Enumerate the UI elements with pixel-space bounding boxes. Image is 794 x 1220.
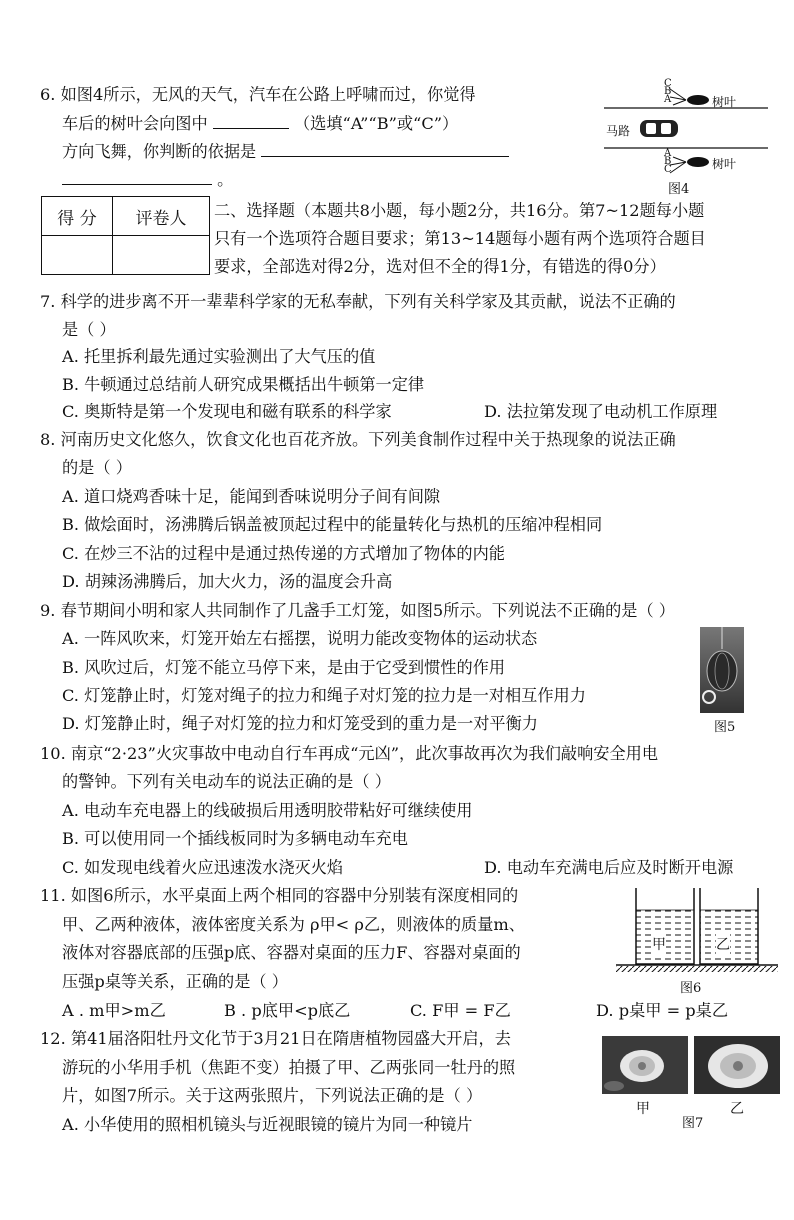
q8-option-d[interactable]: D. 胡辣汤沸腾后，加大火力，汤的温度会升高 — [62, 572, 393, 591]
label-top-b: B — [664, 86, 672, 97]
fig7-label-yi: 乙 — [730, 1101, 744, 1117]
grader-cell[interactable] — [113, 236, 210, 275]
q6-line2 — [62, 112, 458, 135]
q10-option-a[interactable]: A. 电动车充电器上的线破损后用透明胶带粘好可继续使用 — [62, 801, 473, 820]
fig6-label-yi: 乙 — [716, 934, 730, 954]
q11-stem-4: 压强p桌等关系，正确的是（ ） — [62, 972, 288, 991]
figure-6-containers — [614, 884, 780, 974]
fig7-caption: 图7 — [682, 1116, 704, 1131]
car-icon — [640, 120, 678, 137]
score-cell[interactable] — [42, 236, 113, 275]
q7-option-d[interactable]: D. 法拉第发现了电动机工作原理 — [484, 402, 718, 421]
q6-answer-blank-3[interactable] — [62, 168, 212, 185]
q10-option-d[interactable]: D. 电动车充满电后应及时断开电源 — [484, 858, 734, 877]
q7-option-b[interactable]: B. 牛顿通过总结前人研究成果概括出牛顿第一定律 — [62, 375, 425, 394]
label-bottom-c: C — [664, 164, 672, 175]
section2-line1: 二、选择题（本题共8小题，每小题2分，共16分。第7~12题每小题 — [214, 201, 705, 220]
q6-line4-end: 。 — [217, 170, 234, 189]
q6-line3 — [62, 140, 509, 163]
fig4-road-label: 马路 — [606, 124, 631, 138]
q6-line2-text-a: 车后的树叶会向图中 — [62, 114, 208, 133]
top-direction-arrows — [670, 89, 686, 105]
section2-line2: 只有一个选项符合题目要求；第13~14题每小题有两个选项符合题目 — [214, 229, 706, 248]
q11-option-b[interactable]: B . p底甲<p底乙 — [224, 1001, 351, 1020]
q8-option-a[interactable]: A. 道口烧鸡香味十足，能闻到香味说明分子间有间隙 — [62, 487, 441, 506]
fig7-label-jia: 甲 — [636, 1101, 650, 1117]
q6-line4 — [62, 168, 233, 191]
q8-stem-1: 8. 河南历史文化悠久，饮食文化也百花齐放。下列美食制作过程中关于热现象的说法正确 — [40, 430, 676, 449]
q10-option-c[interactable]: C. 如发现电线着火应迅速泼水浇灭火焰 — [62, 858, 344, 877]
q11-option-d[interactable]: D. p桌甲 = p桌乙 — [596, 1001, 729, 1020]
label-bottom-b: B — [664, 156, 672, 167]
fig4-bottom-labels — [664, 150, 672, 174]
label-top-a: A — [664, 94, 672, 105]
fig6-label-jia: 甲 — [652, 934, 666, 954]
q6-answer-blank-2[interactable] — [261, 140, 509, 157]
q9-option-c[interactable]: C. 灯笼静止时，灯笼对绳子的拉力和绳子对灯笼的拉力是一对相互作用力 — [62, 686, 586, 705]
q11-stem-3: 液体对容器底部的压强p底、容器对桌面的压力F、容器对桌面的 — [62, 943, 521, 962]
q11-option-c[interactable]: C. F甲 = F乙 — [410, 1001, 511, 1020]
q8-stem-2: 的是（ ） — [62, 458, 132, 477]
fig6-caption: 图6 — [680, 981, 702, 996]
leaf-icon-top — [687, 95, 709, 105]
q6-answer-blank-1[interactable] — [213, 112, 289, 129]
q12-stem-3: 片，如图7所示。关于这两张照片，下列说法正确的是（ ） — [62, 1086, 483, 1105]
q9-stem-1: 9. 春节期间小明和家人共同制作了几盏手工灯笼，如图5所示。下列说法不正确的是（ ） — [40, 601, 675, 620]
q9-option-a[interactable]: A. 一阵风吹来，灯笼开始左右摇摆，说明力能改变物体的运动状态 — [62, 629, 538, 648]
q9-option-b[interactable]: B. 风吹过后，灯笼不能立马停下来，是由于它受到惯性的作用 — [62, 658, 506, 677]
label-bottom-a: A — [664, 148, 672, 159]
label-top-c: C — [664, 78, 672, 89]
q6-line1: 6. 如图4所示，无风的天气，汽车在公路上呼啸而过，你觉得 — [40, 85, 476, 104]
q12-stem-2: 游玩的小华用手机（焦距不变）拍摄了甲、乙两张同一牡丹的照 — [62, 1058, 516, 1077]
leaf-icon-bottom — [687, 157, 709, 167]
fig4-caption: 图4 — [668, 182, 690, 197]
score-table — [41, 196, 210, 275]
q7-stem-1: 7. 科学的进步离不开一辈辈科学家的无私奉献，下列有关科学家及其贡献，说法不正确的 — [40, 292, 676, 311]
lantern-icon — [707, 651, 737, 691]
q7-option-a[interactable]: A. 托里拆利最先通过实验测出了大气压的值 — [62, 347, 376, 366]
section2-line3: 要求，全部选对得2分，选对但不全的得1分，有错选的得0分） — [214, 257, 666, 276]
q8-option-c[interactable]: C. 在炒三不沾的过程中是通过热传递的方式增加了物体的内能 — [62, 544, 505, 563]
score-header: 得 分 — [42, 197, 113, 236]
fig4-leaf-label-bottom: 树叶 — [712, 157, 737, 171]
figure-7-photo-yi — [694, 1036, 780, 1094]
q12-option-a[interactable]: A. 小华使用的照相机镜头与近视眼镜的镜片为同一种镜片 — [62, 1115, 473, 1134]
bottom-direction-arrows — [670, 157, 686, 173]
q11-stem-1: 11. 如图6所示，水平桌面上两个相同的容器中分别装有深度相同的 — [40, 886, 519, 905]
q10-option-b[interactable]: B. 可以使用同一个插线板同时为多辆电动车充电 — [62, 829, 408, 848]
grader-header: 评卷人 — [113, 197, 210, 236]
q12-stem-1: 12. 第41届洛阳牡丹文化节于3月21日在隋唐植物园盛大开启，去 — [40, 1029, 511, 1048]
figure-5-lantern-photo — [700, 627, 744, 713]
fig5-caption: 图5 — [714, 720, 736, 735]
fig4-top-labels — [664, 80, 672, 104]
q7-option-c[interactable]: C. 奥斯特是第一个发现电和磁有联系的科学家 — [62, 402, 392, 421]
q7-stem-2: 是（ ） — [62, 320, 116, 339]
q10-stem-2: 的警钟。下列有关电动车的说法正确的是（ ） — [62, 772, 391, 791]
q6-line3-text: 方向飞舞，你判断的依据是 — [62, 142, 257, 161]
q8-option-b[interactable]: B. 做烩面时，汤沸腾后锅盖被顶起过程中的能量转化与热机的压缩冲程相同 — [62, 515, 603, 534]
q11-option-a[interactable]: A . m甲>m乙 — [62, 1001, 166, 1020]
q10-stem-1: 10. 南京“2·23”火灾事故中电动自行车再成“元凶”，此次事故再次为我们敲响安全用电 — [40, 744, 659, 763]
q9-option-d[interactable]: D. 灯笼静止时，绳子对灯笼的拉力和灯笼受到的重力是一对平衡力 — [62, 714, 538, 733]
fig4-leaf-label-top: 树叶 — [712, 95, 737, 109]
q6-line2-text-b: （选填“A”“B”或“C”） — [294, 114, 459, 133]
q11-stem-2: 甲、乙两种液体，液体密度关系为 ρ甲< ρ乙，则液体的质量m、 — [62, 915, 525, 934]
figure-7-photo-jia — [602, 1036, 688, 1094]
